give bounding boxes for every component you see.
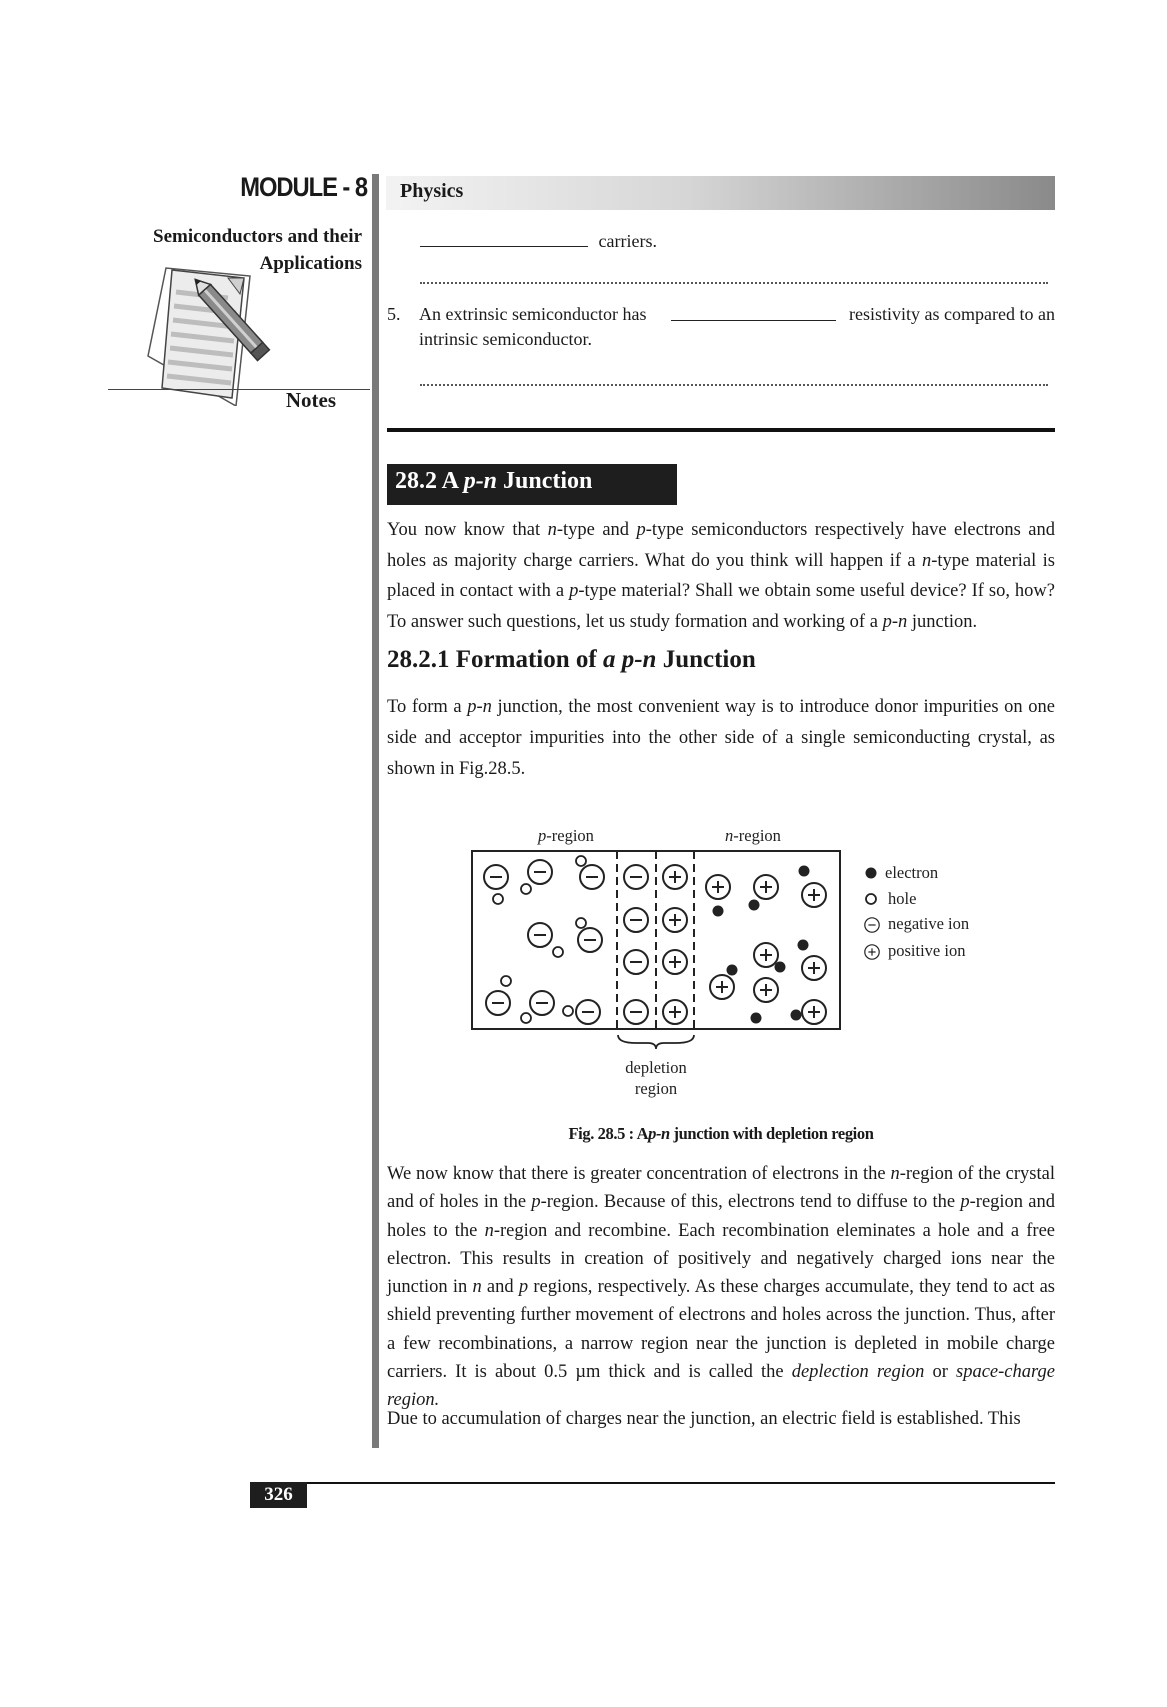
text-run: We now know that there is greater concentration of electrons in the [387,1164,891,1184]
section-heading [395,468,592,495]
caption-text: Fig. 28.5 : A [568,1124,649,1143]
p-region-carriers [484,856,604,1024]
legend-negative-ion: negative ion [888,914,970,933]
text-run: or [924,1362,957,1383]
legend-electron: electron [885,863,939,882]
paragraph-intro [387,515,1055,637]
footer-rule [250,1482,1055,1484]
subsection-heading [387,646,756,674]
italic-run: deplection region [791,1362,925,1383]
section-rule [387,428,1055,432]
text-run: regions, respectively. As these charges accumulate, they tend to act as shield preventing further movement of electrons and holes across the junction. Thus, after a few recombinations, a narrow region near the junction is depleted in mobile charge carriers. It is about 0.5 µm thick and is called the [387,1277,1055,1383]
question-5-text-c: intrinsic semiconductor. [419,329,592,349]
text-run: -region and holes to the [387,1192,1055,1241]
n-region-carriers [706,866,826,1025]
negative-ion-legend-icon [865,918,879,932]
text-run: junction. [907,611,978,632]
italic-run: p [636,520,646,540]
subsection-number: 28.2.1 Formation of [387,646,597,673]
question-5-text-a: An extrinsic semiconductor has [419,304,647,324]
positive-ion-legend-icon [865,945,879,959]
subsection-italic: a p-n [602,646,657,673]
electron-legend-icon [866,868,877,879]
n-region-label: n-region [725,826,781,845]
text-run: -type material? Shall we obtain some useful device? If so, how? To answer such questions, let us study formation and working of a [387,581,1055,632]
section-title-end: Junction [503,468,593,494]
italic-run: p-n [882,611,908,632]
question-4-tail [420,228,657,254]
pn-junction-figure [460,815,1000,1105]
text-run: -region. Because of this, electrons tend to diffuse to the [540,1192,961,1213]
answer-dotted-line[interactable] [420,278,1048,284]
italic-run: p [569,581,579,601]
question-5-number: 5. [387,304,401,324]
header-subject: Physics [400,180,464,202]
page-number: 326 [264,1484,293,1505]
sidebar-vertical-bar [372,174,379,1448]
paragraph-electric-field: Due to accumulation of charges near the junction, an electric field is established. This [387,1409,1021,1429]
italic-run: p-n [467,697,492,717]
answer-dotted-line[interactable] [420,380,1048,386]
italic-run: p [960,1192,970,1213]
text-run: To form a [387,697,468,717]
depletion-label-line-2: region [634,1079,678,1098]
notes-label: Notes [285,388,336,412]
italic-run: n [890,1164,900,1184]
depletion-label-line-1: depletion [625,1058,687,1077]
answer-blank[interactable] [671,302,836,321]
text-run: -region of the crystal and of holes in the [387,1164,1055,1213]
depletion-brace [618,1035,694,1049]
text-run: -type semiconductors respectively have electrons and holes as majority charge carriers. What do you think will happen if a [387,520,1055,571]
legend-hole: hole [888,889,917,908]
header-band [386,176,1055,210]
italic-run: space-charge region. [387,1362,1055,1411]
italic-run: p [518,1277,529,1298]
text-run: -type material is placed in contact with a [387,550,1055,601]
italic-run: n [472,1277,482,1298]
answer-blank[interactable] [420,228,588,247]
subsection-end: Junction [662,646,756,673]
question-5-text-b: resistivity as compared to an [849,304,1055,324]
text-run: -region and recombine. Each recombination eleminates a hole and a free electron. This results in creation of positively and negatively charged ions near the junction in [387,1220,1055,1298]
italic-run: n [484,1220,494,1241]
text-run: You now know that [387,520,548,540]
italic-run: p [531,1192,541,1213]
caption-text: junction with depletion region [669,1124,874,1143]
text-run: junction, the most convenient way is to introduce donor impurities on one side and acceptor impurities into the other side of a single semiconducting crystal, as shown in Fig.28.5. [387,697,1055,779]
question-5 [419,302,1055,352]
italic-run: n [547,520,557,540]
text-run: -type and [556,520,637,540]
module-subtitle-line-2: Applications [259,253,362,274]
italic-run: n [922,550,932,571]
question-4-tail-text: carriers. [598,231,657,251]
figure-caption [387,1124,1055,1144]
legend-positive-ion: positive ion [888,941,966,960]
module-title: MODULE - 8 [240,172,367,202]
section-number: 28.2 A [395,468,458,494]
notepad-pencil-icon [140,258,290,406]
figure-legend [865,863,969,960]
section-title-italic: p-n [463,468,498,494]
paragraph-formation [387,692,1055,785]
hole-legend-icon [866,894,876,904]
p-region-label: p-region [538,826,594,845]
module-subtitle-line-1: Semiconductors and their [153,226,362,247]
caption-italic: p-n [648,1124,670,1143]
paragraph-depletion [387,1160,1055,1415]
text-run: and [481,1277,519,1298]
